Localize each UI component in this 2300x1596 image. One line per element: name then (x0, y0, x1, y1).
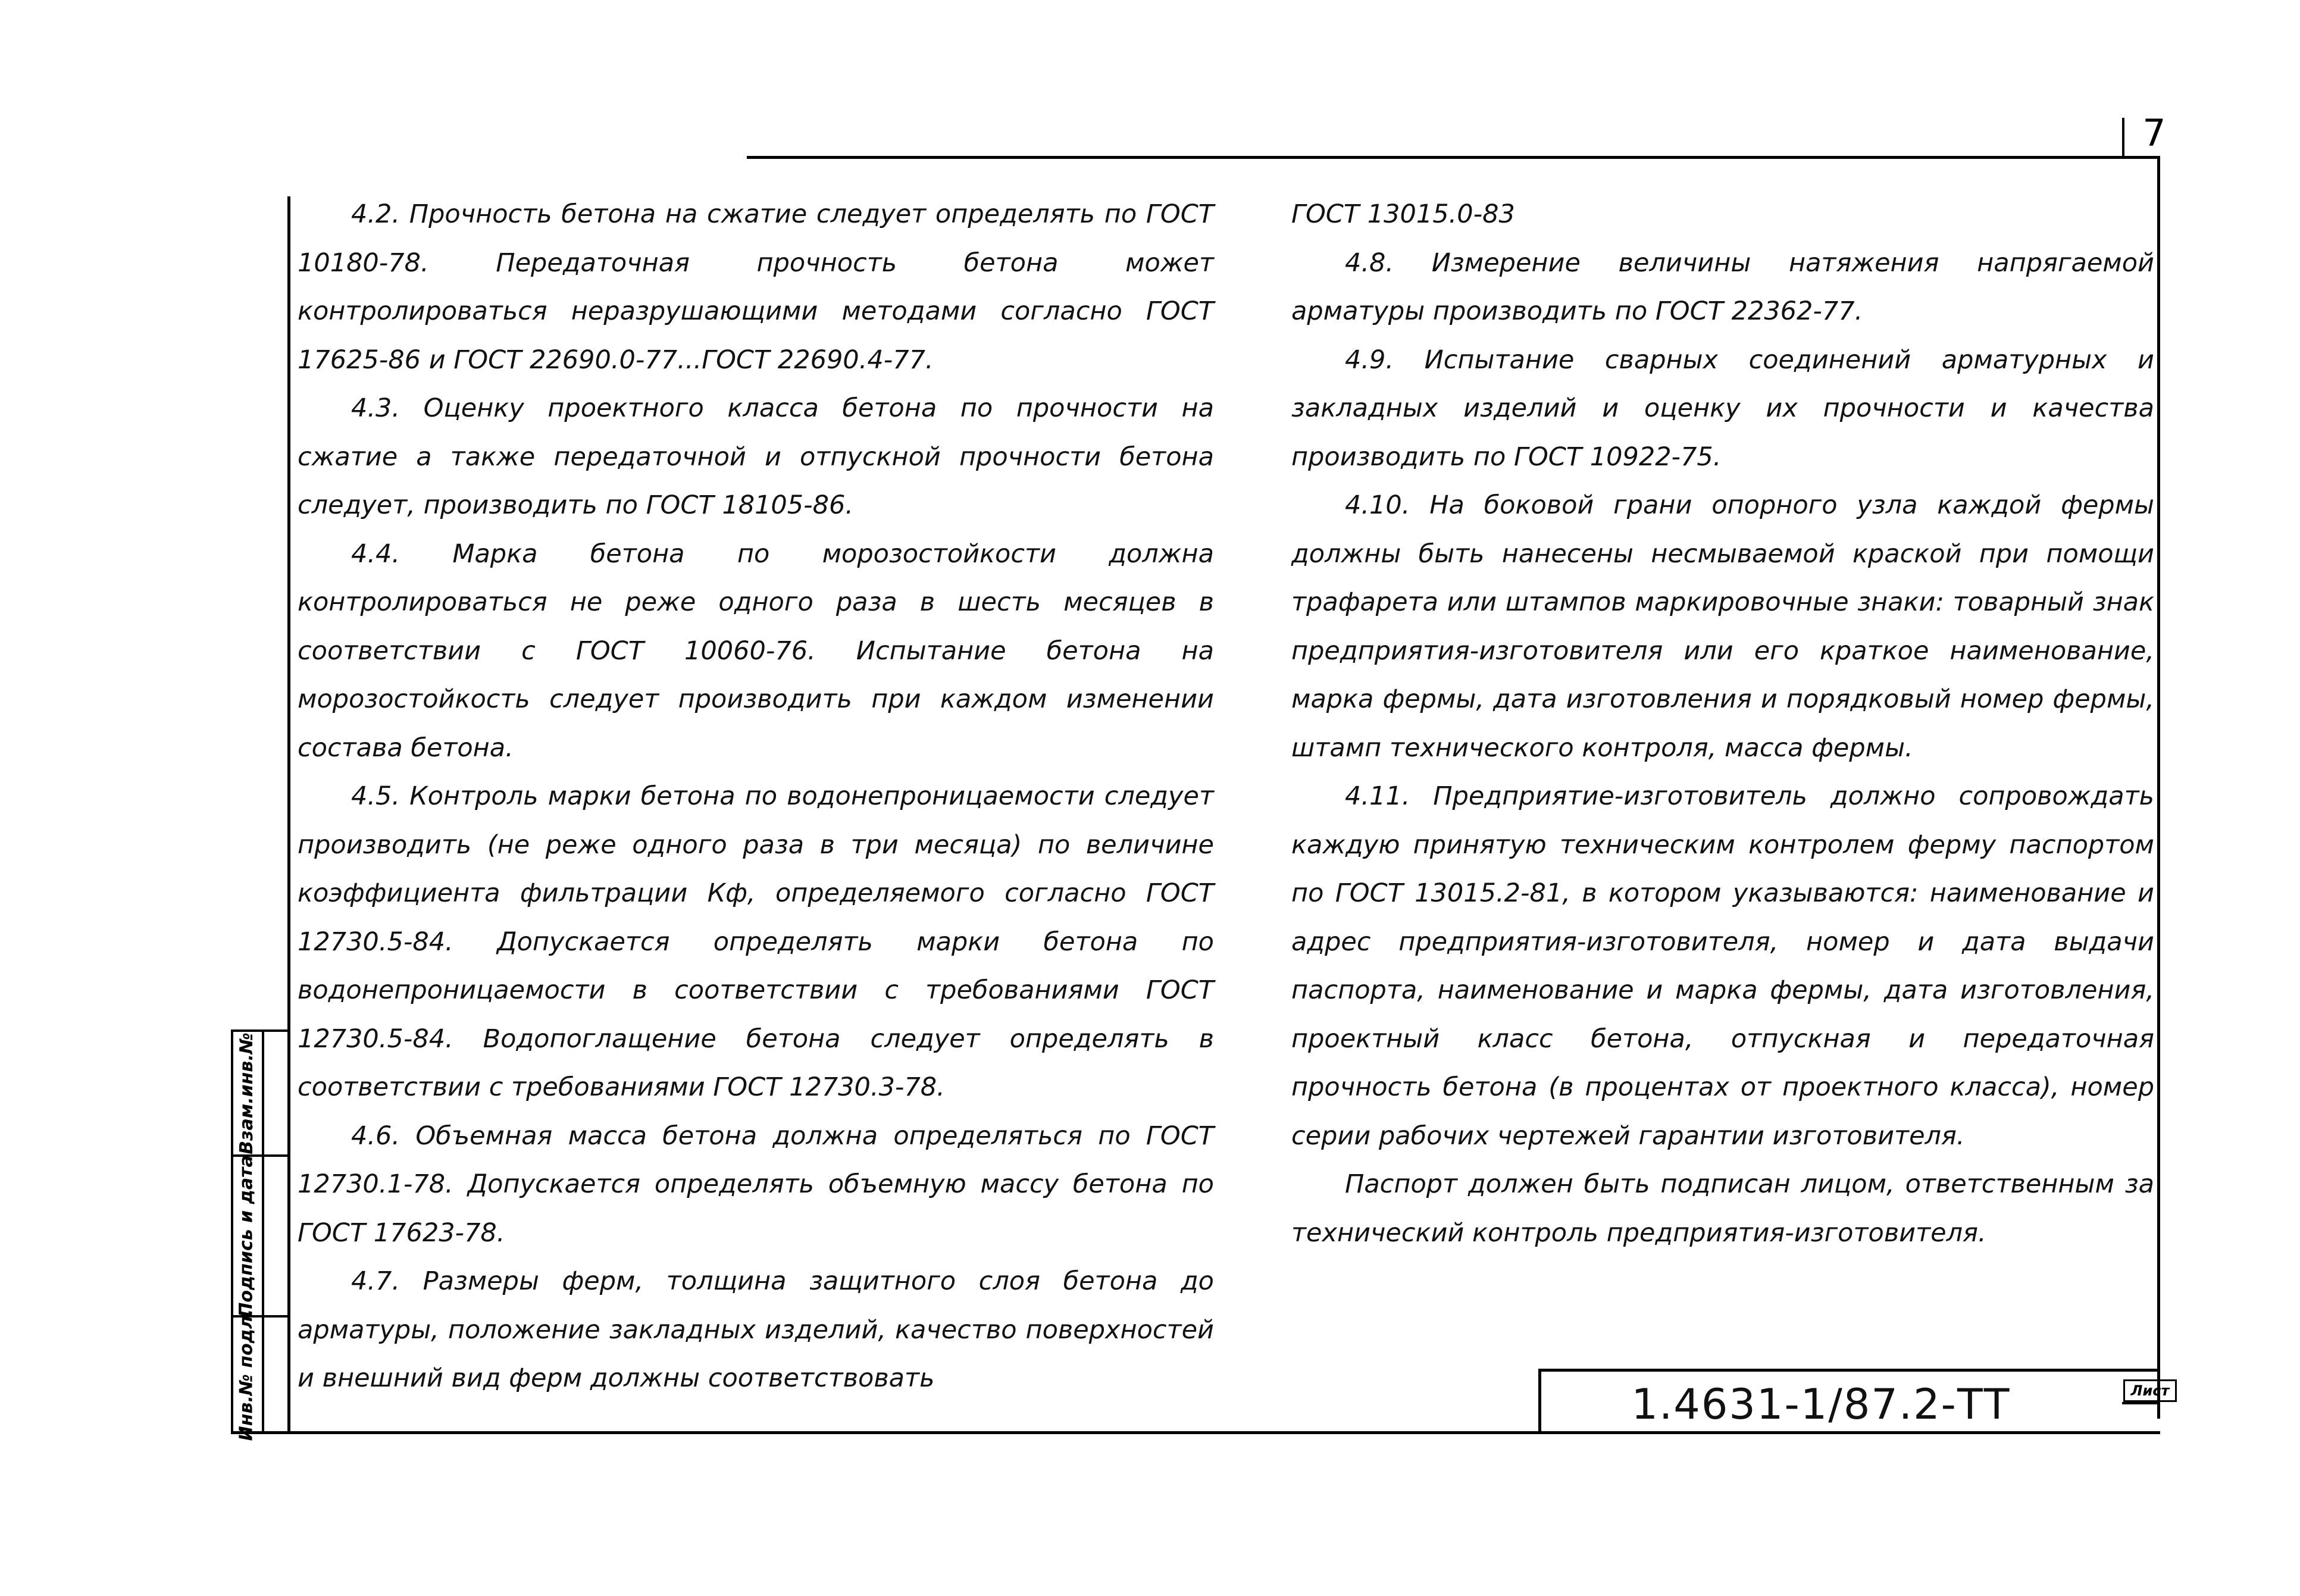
signature-date-label: Подпись и дата (236, 1154, 257, 1318)
inv-no-cell (231, 1309, 262, 1441)
side-stamp-mid-line (262, 1029, 264, 1434)
paragraph-4-10: 4.10. На боковой грани опорного узла каждой фермы должны быть нанесены несмываемой краской при помощи трафарета или штампов маркировочные знаки: товарный знак предприятия-изготовителя или его краткое наименование, марка фермы, дата изготовления и порядковый номер фермы, штамп технического контроля, масса фермы. (1291, 490, 2154, 763)
paragraph-4-4: 4.4. Марка бетона по морозостойкости должна контролироваться не реже одного раза в шесть месяцев в соответствии с ГОСТ 10060-76. Испытание бетона на морозостойкость следует производить при каждом изменении состава бетона. (298, 539, 1214, 763)
sheet-number: 7 (2142, 111, 2166, 155)
paragraph-passport-signature: Паспорт должен быть подписан лицом, ответственным за технический контроль предприятия-изготовителя. (1291, 1169, 2154, 1248)
document-code: 1.4631-1/87.2-ТТ (1631, 1380, 2011, 1429)
paragraph-4-11: 4.11. Предприятие-изготовитель должно сопровождать каждую принятую техническим контролем ферму паспортом по ГОСТ 13015.2-81, в котором указываются: наименование и адрес предприятия-изготовителя, номер и дата выдачи паспорта, наименование и марка фермы, дата изготовления, проектный класс бетона, отпускная и передаточная прочность бетона (в процентах от проектного класса), номер серии рабочих чертежей гарантии изготовителя. (1291, 781, 2154, 1151)
paragraph-4-7-continuation: ГОСТ 13015.0-83 (1291, 199, 1515, 229)
sheet-number-divider (2122, 118, 2124, 156)
paragraph-4-6: 4.6. Объемная масса бетона должна определяться по ГОСТ 12730.1-78. Допускается определять объемную массу бетона по ГОСТ 17623-78. (298, 1121, 1214, 1248)
replace-inv-cell (231, 1032, 262, 1154)
paragraph-4-8: 4.8. Измерение величины натяжения напрягаемой арматуры производить по ГОСТ 22362-77. (1291, 248, 2154, 326)
paragraph-4-2: 4.2. Прочность бетона на сжатие следует определять по ГОСТ 10180-78. Передаточная прочность бетона может контролироваться неразрушающими методами согласно ГОСТ 17625-86 и ГОСТ 22690.0-77...ГОСТ 22690.4-77. (298, 199, 1214, 375)
inv-no-label: Инв.№ подл. (236, 1309, 257, 1441)
frame-right-line (2157, 156, 2160, 1419)
paragraph-4-9: 4.9. Испытание сварных соединений арматурных и закладных изделий и оценку их прочности и качества производить по ГОСТ 10922-75. (1291, 345, 2154, 472)
frame-left-line (287, 196, 290, 1434)
right-text-column (1291, 190, 2154, 1257)
sheet-label-box (2123, 1379, 2177, 1402)
left-text-column (298, 190, 1214, 1403)
paragraph-4-7: 4.7. Размеры ферм, толщина защитного слоя бетона до арматуры, положение закладных изделий, качество поверхностей и внешний вид ферм должны соответствовать (298, 1266, 1214, 1393)
title-block-sheet-line (2122, 1402, 2160, 1404)
replace-inv-label: Взам.инв.№ (236, 1032, 257, 1154)
paragraph-4-3: 4.3. Оценку проектного класса бетона по прочности на сжатие а также передаточной и отпускной прочности бетона следует, производить по ГОСТ 18105-86. (298, 393, 1214, 520)
sheet-label: Лист (2130, 1382, 2170, 1399)
paragraph-4-5: 4.5. Контроль марки бетона по водонепроницаемости следует производить (не реже одного раза в три месяца) по величине коэффициента фильтрации Кф, определяемого согласно ГОСТ 12730.5-84. Допускается определять марки бетона по водонепроницаемости в соответствии с требованиями ГОСТ 12730.5-84. Водопоглащение бетона следует определять в соответствии с требованиями ГОСТ 12730.3-78. (298, 781, 1214, 1102)
signature-date-cell (231, 1154, 262, 1318)
title-block-left-line (1538, 1369, 1541, 1434)
title-block-top-line (1538, 1369, 2160, 1372)
frame-top-line (747, 156, 2160, 159)
